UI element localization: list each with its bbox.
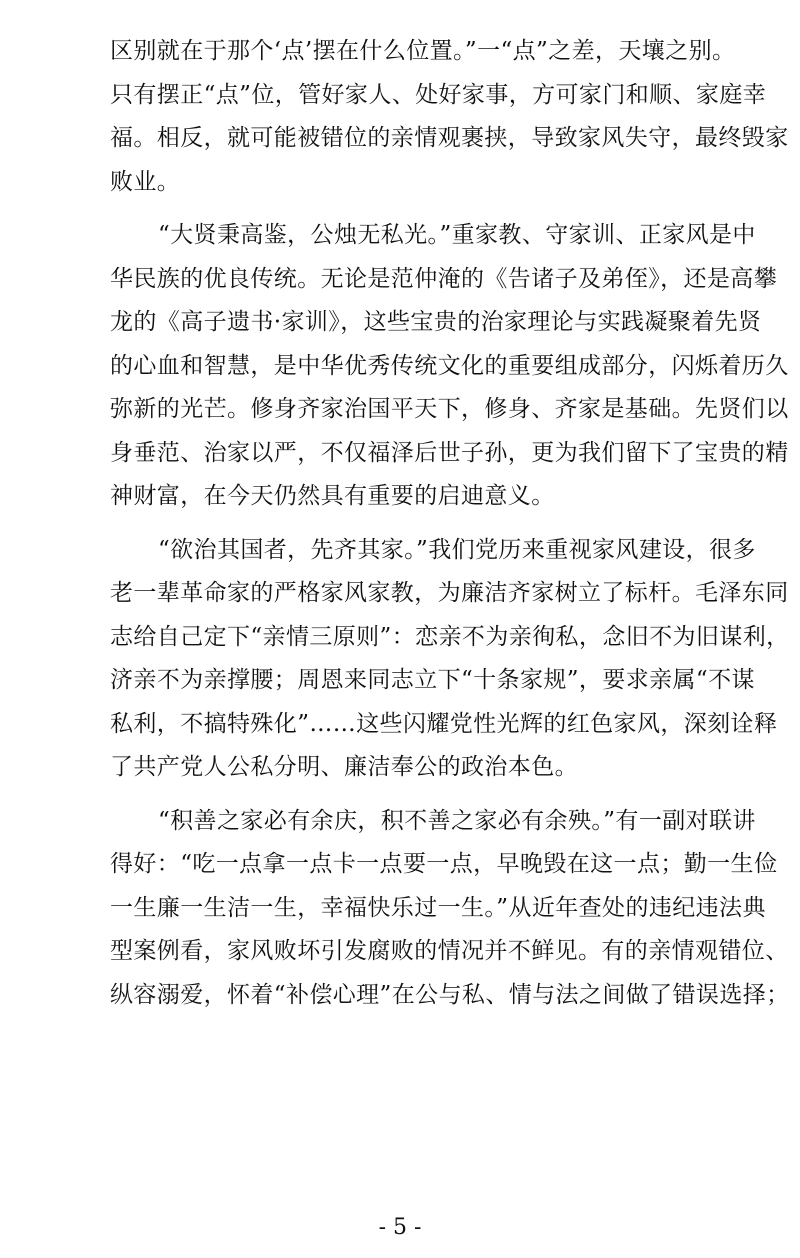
text-line: 老一辈革命家的严格家风家教，为廉洁齐家树立了标杆。毛泽东同 <box>110 580 789 606</box>
text-line: 只有摆正“点”位，管好家人、处好家事，方可家门和顺、家庭幸 <box>110 81 767 108</box>
paragraph-1 <box>110 30 789 204</box>
text-line: 志给自己定下“亲情三原则”：恋亲不为亲徇私，念旧不为旧谋利， <box>110 623 790 650</box>
text-line: 败业。 <box>110 168 181 195</box>
text-line: 的心血和智慧，是中华优秀传统文化的重要组成部分，闪烁着历久 <box>110 352 789 379</box>
text-line: 一生廉一生洁一生，幸福快乐过一生。”从近年查处的违纪违法典 <box>110 894 766 921</box>
body-text <box>110 30 790 1017</box>
text-line: 福。相反，就可能被错位的亲情观裹挟，导致家风失守，最终毁家 <box>110 125 789 151</box>
page-number: - 5 - <box>378 1215 422 1240</box>
text-line: 身垂范、治家以严，不仅福泽后世子孙，更为我们留下了宝贵的精 <box>110 439 789 466</box>
paragraph-4 <box>110 800 790 1018</box>
text-line: 龙的《高子遗书·家训》，这些宝贵的治家理论与实践凝聚着先贤 <box>110 309 762 335</box>
text-line: 型案例看，家风败坏引发腐败的情况并不鲜见。有的亲情观错位、 <box>110 938 789 964</box>
text-line: 区别就在于那个‘点’摆在什么位置。”一“点”之差，天壤之别。 <box>110 38 736 64</box>
text-line: 纵容溺爱，怀着“补偿心理”在公与私、情与法之间做了错误选择； <box>110 981 790 1008</box>
text-line: 弥新的光芒。修身齐家治国平天下，修身、齐家是基础。先贤们以 <box>110 396 789 422</box>
paragraph-2 <box>110 214 789 519</box>
text-line: 华民族的优良传统。无论是范仲淹的《告诸子及弟侄》，还是高攀 <box>110 265 778 292</box>
text-line: “大贤秉高鉴，公烛无私光。”重家教、守家训、正家风是中 <box>158 222 756 248</box>
text-line: “积善之家必有余庆，积不善之家必有余殃。”有一副对联讲 <box>158 807 756 834</box>
text-line: 得好：“吃一点拿一点卡一点要一点，早晚毁在这一点；勤一生俭 <box>110 851 778 877</box>
text-line: 了共产党人公私分明、廉洁奉公的政治本色。 <box>110 754 578 780</box>
text-line: 济亲不为亲撑腰；周恩来同志立下“十条家规”，要求亲属“不谋 <box>110 667 755 693</box>
text-line: “欲治其国者，先齐其家。”我们党历来重视家风建设，很多 <box>158 536 756 563</box>
paragraph-3 <box>110 529 790 790</box>
text-line: 神财富，在今天仍然具有重要的启迪意义。 <box>110 483 555 509</box>
text-line: 私利，不搞特殊化”……这些闪耀党性光辉的红色家风，深刻诠释 <box>110 710 778 737</box>
